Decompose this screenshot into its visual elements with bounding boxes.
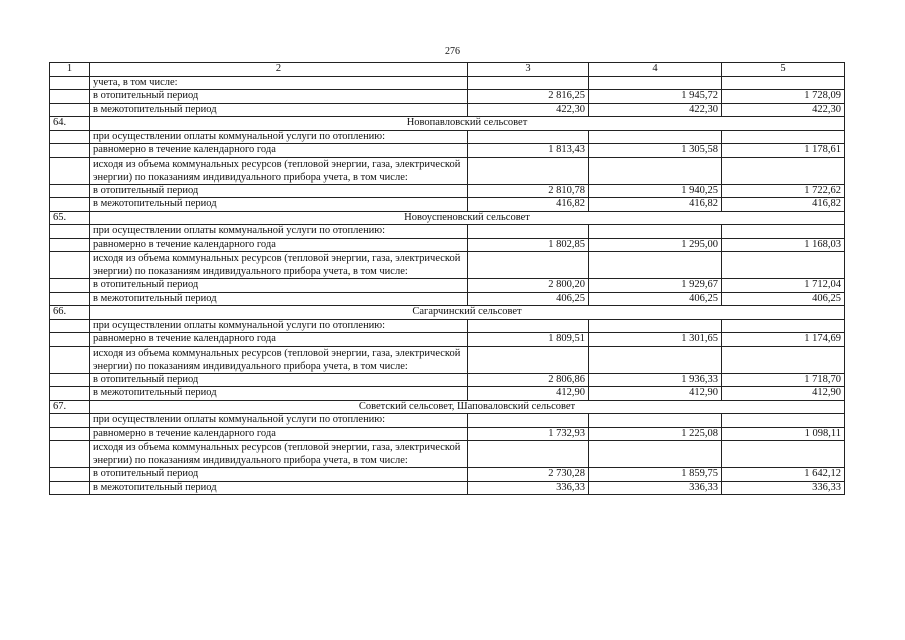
value-col-4: 422,30 xyxy=(589,103,722,117)
row-number xyxy=(50,319,90,333)
value-col-3: 412,90 xyxy=(468,387,589,401)
value-col-4: 1 945,72 xyxy=(589,90,722,104)
table-row xyxy=(50,238,845,252)
value-col-5 xyxy=(722,414,845,428)
row-number xyxy=(50,292,90,306)
value-col-4: 1 225,08 xyxy=(589,427,722,441)
section-number: 64. xyxy=(50,117,90,131)
table-row xyxy=(50,333,845,347)
table-row xyxy=(50,387,845,401)
row-label: в межотопительный период xyxy=(90,292,468,306)
row-number xyxy=(50,481,90,495)
value-col-3: 336,33 xyxy=(468,481,589,495)
row-number xyxy=(50,387,90,401)
value-col-3 xyxy=(468,252,589,279)
header-col-4: 4 xyxy=(589,63,722,77)
value-col-5: 1 174,69 xyxy=(722,333,845,347)
value-col-4: 416,82 xyxy=(589,198,722,212)
section-title: Советский сельсовет, Шаповаловский сельсовет xyxy=(90,400,845,414)
row-number xyxy=(50,333,90,347)
value-col-5 xyxy=(722,346,845,373)
table-row xyxy=(50,319,845,333)
page-number: 276 xyxy=(445,46,460,57)
value-col-3 xyxy=(468,414,589,428)
row-number xyxy=(50,252,90,279)
value-col-3: 1 813,43 xyxy=(468,144,589,158)
row-label: исходя из объема коммунальных ресурсов (тепловой энергии, газа, электрической энергии) по показаниям индивидуального прибора учета, в том числе: xyxy=(90,252,468,279)
value-col-4: 336,33 xyxy=(589,481,722,495)
value-col-5: 422,30 xyxy=(722,103,845,117)
value-col-5: 1 168,03 xyxy=(722,238,845,252)
section-title: Сагарчинский сельсовет xyxy=(90,306,845,320)
table-row xyxy=(50,103,845,117)
tariff-table xyxy=(49,62,845,495)
header-col-1: 1 xyxy=(50,63,90,77)
value-col-3 xyxy=(468,130,589,144)
row-label: исходя из объема коммунальных ресурсов (тепловой энергии, газа, электрической энергии) по показаниям индивидуального прибора учета, в том числе: xyxy=(90,346,468,373)
row-number xyxy=(50,157,90,184)
row-number xyxy=(50,225,90,239)
value-col-4: 1 936,33 xyxy=(589,373,722,387)
row-number xyxy=(50,90,90,104)
section-row xyxy=(50,211,845,225)
row-label: исходя из объема коммунальных ресурсов (тепловой энергии, газа, электрической энергии) по показаниям индивидуального прибора учета, в том числе: xyxy=(90,441,468,468)
table-row xyxy=(50,76,845,90)
value-col-5: 1 722,62 xyxy=(722,184,845,198)
section-number: 67. xyxy=(50,400,90,414)
value-col-3 xyxy=(468,319,589,333)
row-number xyxy=(50,414,90,428)
row-number xyxy=(50,130,90,144)
row-label: в отопительный период xyxy=(90,279,468,293)
header-row xyxy=(50,63,845,77)
value-col-4 xyxy=(589,157,722,184)
value-col-5: 1 728,09 xyxy=(722,90,845,104)
value-col-5: 336,33 xyxy=(722,481,845,495)
value-col-5 xyxy=(722,130,845,144)
section-row xyxy=(50,306,845,320)
value-col-4: 412,90 xyxy=(589,387,722,401)
row-number xyxy=(50,238,90,252)
value-col-5: 1 098,11 xyxy=(722,427,845,441)
value-col-5 xyxy=(722,157,845,184)
row-number xyxy=(50,198,90,212)
value-col-3 xyxy=(468,157,589,184)
row-label: в межотопительный период xyxy=(90,387,468,401)
value-col-4: 1 295,00 xyxy=(589,238,722,252)
table-row xyxy=(50,414,845,428)
value-col-4 xyxy=(589,252,722,279)
row-number xyxy=(50,103,90,117)
row-label: равномерно в течение календарного года xyxy=(90,144,468,158)
row-label: в межотопительный период xyxy=(90,198,468,212)
value-col-5: 416,82 xyxy=(722,198,845,212)
value-col-4 xyxy=(589,76,722,90)
value-col-3 xyxy=(468,76,589,90)
table-row xyxy=(50,373,845,387)
value-col-5: 406,25 xyxy=(722,292,845,306)
table-row xyxy=(50,468,845,482)
value-col-4: 406,25 xyxy=(589,292,722,306)
row-number xyxy=(50,468,90,482)
header-col-3: 3 xyxy=(468,63,589,77)
table-row xyxy=(50,481,845,495)
table-row xyxy=(50,252,845,279)
row-number xyxy=(50,76,90,90)
value-col-4: 1 305,58 xyxy=(589,144,722,158)
value-col-4: 1 940,25 xyxy=(589,184,722,198)
row-label: в отопительный период xyxy=(90,373,468,387)
row-label: в межотопительный период xyxy=(90,481,468,495)
row-label: равномерно в течение календарного года xyxy=(90,238,468,252)
row-number xyxy=(50,144,90,158)
value-col-3: 1 732,93 xyxy=(468,427,589,441)
row-label: при осуществлении оплаты коммунальной услуги по отоплению: xyxy=(90,130,468,144)
value-col-3 xyxy=(468,346,589,373)
header-col-2: 2 xyxy=(90,63,468,77)
value-col-3 xyxy=(468,225,589,239)
value-col-4: 1 929,67 xyxy=(589,279,722,293)
row-label: исходя из объема коммунальных ресурсов (тепловой энергии, газа, электрической энергии) по показаниям индивидуального прибора учета, в том числе: xyxy=(90,157,468,184)
row-label: в отопительный период xyxy=(90,468,468,482)
value-col-5: 1 642,12 xyxy=(722,468,845,482)
tariff-table-body xyxy=(50,63,845,495)
section-title: Новоуспеновский сельсовет xyxy=(90,211,845,225)
row-label: в межотопительный период xyxy=(90,103,468,117)
section-row xyxy=(50,117,845,131)
row-label: равномерно в течение календарного года xyxy=(90,427,468,441)
row-label: учета, в том числе: xyxy=(90,76,468,90)
value-col-3: 2 816,25 xyxy=(468,90,589,104)
row-label: в отопительный период xyxy=(90,184,468,198)
row-label: равномерно в течение календарного года xyxy=(90,333,468,347)
section-number: 65. xyxy=(50,211,90,225)
table-row xyxy=(50,346,845,373)
section-row xyxy=(50,400,845,414)
table-row xyxy=(50,225,845,239)
row-number xyxy=(50,427,90,441)
row-label: при осуществлении оплаты коммунальной услуги по отоплению: xyxy=(90,225,468,239)
value-col-5: 1 718,70 xyxy=(722,373,845,387)
value-col-4 xyxy=(589,319,722,333)
table-row xyxy=(50,292,845,306)
row-number xyxy=(50,279,90,293)
value-col-3: 2 810,78 xyxy=(468,184,589,198)
value-col-3: 2 806,86 xyxy=(468,373,589,387)
value-col-5 xyxy=(722,441,845,468)
value-col-3: 1 802,85 xyxy=(468,238,589,252)
section-title: Новопавловский сельсовет xyxy=(90,117,845,131)
value-col-4 xyxy=(589,225,722,239)
value-col-3 xyxy=(468,441,589,468)
table-row xyxy=(50,184,845,198)
table-row xyxy=(50,279,845,293)
value-col-4 xyxy=(589,441,722,468)
value-col-4 xyxy=(589,414,722,428)
row-label: при осуществлении оплаты коммунальной услуги по отоплению: xyxy=(90,414,468,428)
header-col-5: 5 xyxy=(722,63,845,77)
value-col-3: 1 809,51 xyxy=(468,333,589,347)
value-col-5: 412,90 xyxy=(722,387,845,401)
value-col-5 xyxy=(722,76,845,90)
table-row xyxy=(50,144,845,158)
section-number: 66. xyxy=(50,306,90,320)
row-label: в отопительный период xyxy=(90,90,468,104)
table-row xyxy=(50,90,845,104)
value-col-3: 2 730,28 xyxy=(468,468,589,482)
value-col-4 xyxy=(589,130,722,144)
row-number xyxy=(50,346,90,373)
value-col-5: 1 712,04 xyxy=(722,279,845,293)
value-col-3: 416,82 xyxy=(468,198,589,212)
table-row xyxy=(50,198,845,212)
table-row xyxy=(50,157,845,184)
row-number xyxy=(50,373,90,387)
value-col-4: 1 301,65 xyxy=(589,333,722,347)
row-number xyxy=(50,184,90,198)
value-col-5 xyxy=(722,319,845,333)
value-col-5 xyxy=(722,252,845,279)
value-col-3: 406,25 xyxy=(468,292,589,306)
value-col-5 xyxy=(722,225,845,239)
value-col-4 xyxy=(589,346,722,373)
table-row xyxy=(50,427,845,441)
value-col-3: 422,30 xyxy=(468,103,589,117)
value-col-5: 1 178,61 xyxy=(722,144,845,158)
row-label: при осуществлении оплаты коммунальной услуги по отоплению: xyxy=(90,319,468,333)
table-row xyxy=(50,441,845,468)
value-col-4: 1 859,75 xyxy=(589,468,722,482)
row-number xyxy=(50,441,90,468)
value-col-3: 2 800,20 xyxy=(468,279,589,293)
table-row xyxy=(50,130,845,144)
